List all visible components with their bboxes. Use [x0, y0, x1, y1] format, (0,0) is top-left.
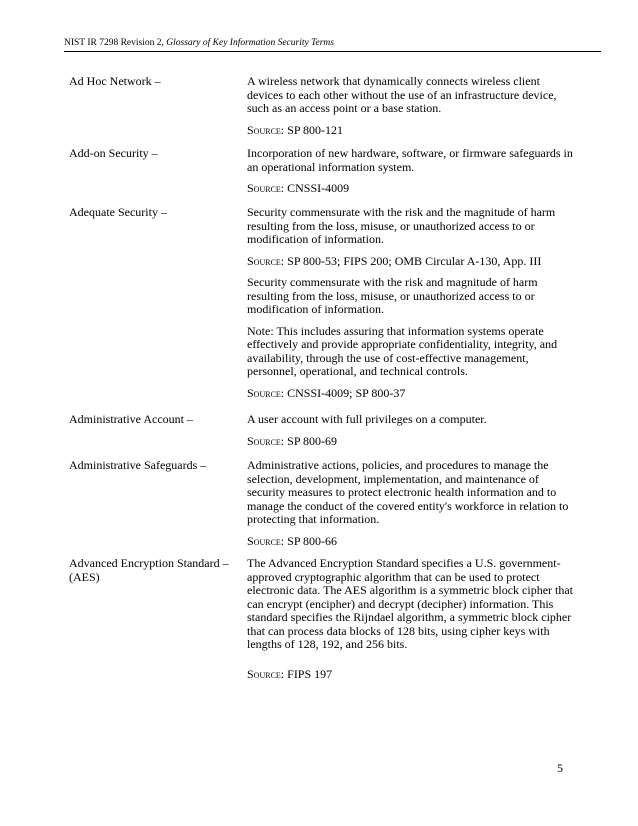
source-label: Source	[247, 385, 281, 400]
entry-definition	[247, 413, 577, 456]
source-line: Source: CNSSI-4009; SP 800-37	[247, 385, 406, 400]
source-label: Source	[247, 533, 281, 548]
source-value: CNSSI-4009; SP 800-37	[287, 385, 406, 400]
definition-paragraph: Security commensurate with the risk and magnitude of harm resulting from the loss, misuse, or unauthorized access to or modification of information.	[247, 275, 538, 316]
source-line: Source: FIPS 197	[247, 666, 333, 681]
entry-term: Administrative Account –	[69, 412, 193, 426]
entry-term: Administrative Safeguards –	[69, 458, 207, 472]
source-value: SP 800-66	[287, 533, 338, 548]
source-line: Source: SP 800-66	[247, 533, 338, 548]
page-number: 5	[557, 761, 563, 775]
source-value: CNSSI-4009	[287, 181, 350, 195]
source-value: FIPS 197	[287, 666, 333, 681]
entry-definition	[247, 147, 577, 204]
source-line: Source: CNSSI-4009	[247, 181, 350, 195]
source-value: SP 800-53; FIPS 200; OMB Circular A-130, App. III	[287, 253, 542, 268]
definition-paragraph: Security commensurate with the risk and the magnitude of harm resulting from the loss, misuse, or unauthorized access to or modification of information.	[247, 205, 556, 246]
source-value: SP 800-69	[287, 433, 338, 448]
source-line: Source: SP 800-121	[247, 122, 344, 137]
entry-term: Ad Hoc Network –	[69, 74, 161, 88]
header-title: Glossary of Key Information Security Terms	[166, 38, 334, 48]
entry-definition	[247, 557, 577, 689]
header-prefix: NIST IR 7298 Revision 2,	[64, 38, 167, 48]
definition-paragraph: A wireless network that dynamically connects wireless client devices to each other without the use of an infrastructure device, such as an access point or a base station.	[247, 74, 557, 115]
source-label: Source	[247, 433, 281, 448]
definition-paragraph: Administrative actions, policies, and procedures to manage the selection, development, implementation, and maintenance of security measures to protect electronic health information and to manage the conduct of the covered entity's workforce in relation to protecting that information.	[247, 458, 569, 526]
definition-paragraph: The Advanced Encryption Standard specifies a U.S. government-approved cryptographic algorithm that can be used to protect electronic data. The AES algorithm is a symmetric block cipher that can encrypt (encipher) and decrypt (decipher) information. This standard specifies the Rijndael algorithm, a symmetric block cipher that can process data blocks of 128 bits, using cipher keys with lengths of 128, 192, and 256 bits.	[247, 556, 574, 651]
running-header	[64, 38, 601, 52]
source-label: Source	[247, 666, 281, 681]
entry-term: Adequate Security –	[69, 205, 167, 219]
entry-definition	[247, 75, 577, 145]
source-value: SP 800-121	[287, 122, 344, 137]
source-line: Source: SP 800-53; FIPS 200; OMB Circular A-130, App. III	[247, 253, 542, 268]
entry-term: Advanced Encryption Standard – (AES)	[69, 556, 229, 584]
source-label: Source	[247, 181, 281, 195]
entry-definition	[247, 459, 577, 556]
source-label: Source	[247, 122, 281, 137]
entry-term: Add-on Security –	[69, 146, 158, 160]
source-label: Source	[247, 253, 281, 268]
source-line: Source: SP 800-69	[247, 433, 338, 448]
entry-definition	[247, 206, 577, 408]
definition-paragraph: A user account with full privileges on a computer.	[247, 412, 487, 426]
definition-paragraph: Incorporation of new hardware, software, or firmware safeguards in an operational information system.	[247, 146, 573, 174]
definition-note: Note: This includes assuring that information systems operate effectively and provide appropriate confidentiality, integrity, and availability, through the use of cost-effective management, personnel, operational, and technical controls.	[247, 323, 558, 378]
